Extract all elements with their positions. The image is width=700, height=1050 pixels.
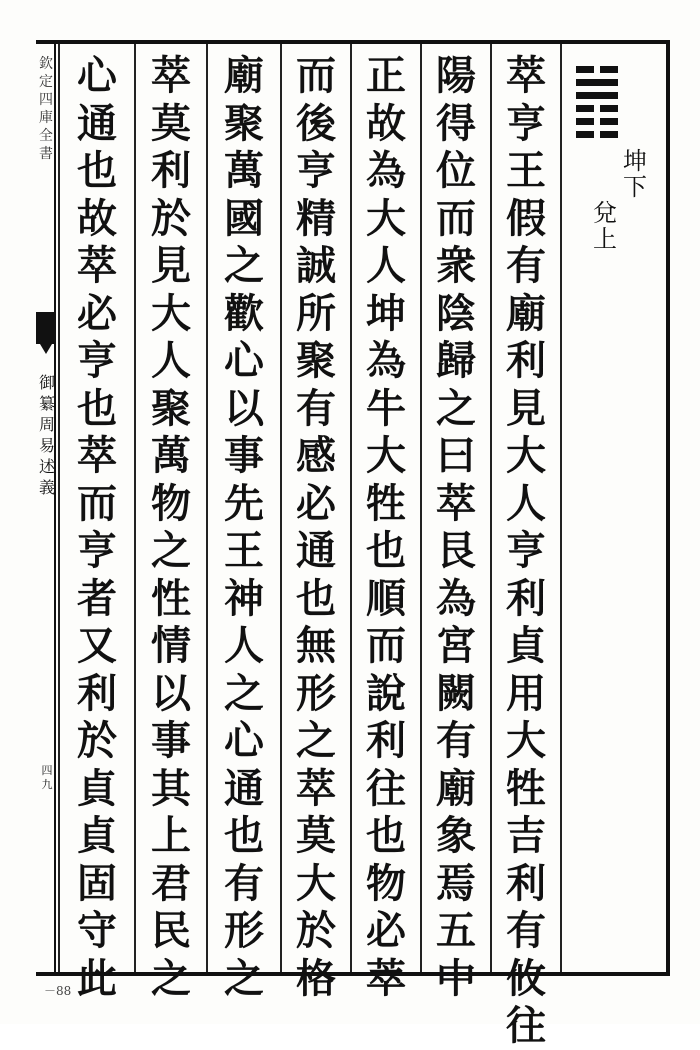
- column-char: 闕: [436, 669, 476, 717]
- column-char: 形: [224, 907, 264, 954]
- column-char: 坤: [366, 289, 406, 337]
- column-char: 曰: [436, 432, 476, 479]
- column-char: 誠: [296, 242, 336, 289]
- column-char: 必: [366, 907, 406, 954]
- column-char: 又: [77, 622, 117, 669]
- column-char: 焉: [436, 859, 476, 907]
- column-char: 之: [224, 242, 264, 289]
- column-char: 大: [366, 194, 406, 242]
- column-char: 事: [151, 717, 191, 764]
- column-char: 國: [224, 194, 264, 242]
- column-char: 之: [151, 527, 191, 574]
- column-char: 歸: [436, 337, 476, 384]
- column-char: 為: [366, 147, 406, 194]
- column-char: 萃: [366, 954, 406, 1002]
- column-char: 大: [506, 432, 546, 479]
- column-char: 大: [296, 859, 336, 907]
- column-char: 為: [366, 337, 406, 384]
- column-char: 也: [224, 812, 264, 859]
- margin-char: 欽: [39, 56, 53, 72]
- column-char: 無: [296, 622, 336, 669]
- margin-page-number: [36, 764, 58, 792]
- margin-char: 易: [38, 436, 55, 455]
- column-char: 通: [77, 99, 117, 147]
- margin-char: 全: [39, 128, 53, 144]
- column-char: 也: [296, 574, 336, 622]
- column-char: 者: [77, 574, 117, 622]
- column-char: 假: [506, 194, 546, 242]
- column-char: 性: [151, 574, 191, 622]
- column-char: 牲: [506, 764, 546, 812]
- column-text: [352, 52, 420, 1002]
- column-char: 有: [224, 859, 264, 907]
- trigram-char: 上: [593, 225, 617, 253]
- column-char: 歡: [224, 289, 264, 337]
- column-char: 民: [151, 907, 191, 954]
- column-char: 之: [296, 717, 336, 764]
- column-char: 五: [436, 907, 476, 954]
- column-char: 萬: [151, 432, 191, 479]
- column-char: 攸: [506, 954, 546, 1002]
- column-text: [492, 52, 560, 1050]
- column-char: 其: [151, 764, 191, 812]
- column-char: 而: [436, 194, 476, 242]
- column-char: 精: [296, 194, 336, 242]
- column-char: 以: [151, 669, 191, 717]
- column-char: 說: [366, 669, 406, 717]
- column-char: 莫: [151, 99, 191, 147]
- column-char: 見: [151, 242, 191, 289]
- column-char: 亨: [506, 527, 546, 574]
- column-char: 大: [151, 289, 191, 337]
- column-char: 陽: [436, 52, 476, 99]
- column-char: 形: [296, 669, 336, 717]
- column-char: 也: [366, 527, 406, 574]
- column-char: 牲: [366, 479, 406, 527]
- margin-char: 書: [39, 146, 53, 162]
- column-char: 萬: [224, 147, 264, 194]
- column-char: 人: [224, 622, 264, 669]
- column-char: 萃: [77, 432, 117, 479]
- column-char: 廟: [506, 289, 546, 337]
- hexagram-line: [576, 92, 618, 99]
- column-char: 故: [366, 99, 406, 147]
- column-char: 貞: [77, 764, 117, 812]
- column-char: 而: [366, 622, 406, 669]
- column-char: 萃: [506, 52, 546, 99]
- column-char: 用: [506, 669, 546, 717]
- column-char: 廟: [436, 764, 476, 812]
- margin-char: 纂: [38, 394, 55, 413]
- column-char: 象: [436, 812, 476, 859]
- column-char: 後: [296, 99, 336, 147]
- column-char: 利: [506, 859, 546, 907]
- column-char: 事: [224, 432, 264, 479]
- column-char: 有: [436, 717, 476, 764]
- column-char: 之: [224, 669, 264, 717]
- column-char: 吉: [506, 812, 546, 859]
- column-char: 心: [77, 52, 117, 99]
- column-char: 必: [77, 289, 117, 337]
- column-char: 王: [506, 147, 546, 194]
- column-text: [208, 52, 280, 1002]
- column-char: 於: [77, 717, 117, 764]
- column-char: 亨: [77, 527, 117, 574]
- hexagram-line: [576, 118, 618, 125]
- column-char: 王: [224, 527, 264, 574]
- column-char: 宮: [436, 622, 476, 669]
- column-char: 通: [224, 764, 264, 812]
- column-char: 貞: [506, 622, 546, 669]
- column-char: 大: [506, 717, 546, 764]
- column-text: [422, 52, 490, 1002]
- hexagram-line: [576, 66, 618, 73]
- trigram-char: 坤: [623, 147, 647, 175]
- column-char: 貞: [77, 812, 117, 859]
- column-char: 有: [506, 907, 546, 954]
- column-char: 大: [366, 432, 406, 479]
- column-text: [60, 52, 134, 1002]
- column-char: 往: [506, 1002, 546, 1049]
- column-char: 中: [436, 954, 476, 1002]
- trigram-char: 下: [623, 173, 647, 201]
- column-char: 守: [77, 907, 117, 954]
- column-char: 萃: [436, 479, 476, 527]
- column-char: 利: [506, 574, 546, 622]
- column-char: 故: [77, 194, 117, 242]
- column-char: 固: [77, 859, 117, 907]
- column-char: 而: [77, 479, 117, 527]
- column-char: 得: [436, 99, 476, 147]
- column-char: 通: [296, 527, 336, 574]
- column-char: 之: [224, 954, 264, 1002]
- column-char: 亨: [77, 337, 117, 384]
- text-column-6: [134, 44, 206, 1002]
- column-char: 往: [366, 764, 406, 812]
- column-char: 牛: [366, 384, 406, 432]
- hexagram-cui-icon: [576, 66, 618, 144]
- margin-char: 九: [41, 778, 53, 791]
- column-char: 利: [366, 717, 406, 764]
- fishtail-mark: [36, 312, 56, 344]
- column-char: 必: [296, 479, 336, 527]
- hexagram-header: [560, 44, 666, 972]
- column-char: 此: [77, 954, 117, 1002]
- column-char: 莫: [296, 812, 336, 859]
- column-char: 君: [151, 859, 191, 907]
- column-char: 也: [77, 147, 117, 194]
- trigram-char: 兌: [593, 199, 617, 227]
- lower-trigram-label: [622, 148, 648, 200]
- margin-char: 述: [38, 457, 55, 476]
- margin-char: 四: [41, 764, 53, 777]
- hexagram-line: [576, 105, 618, 112]
- column-char: 情: [151, 622, 191, 669]
- hexagram-line: [576, 79, 618, 86]
- column-char: 萃: [296, 764, 336, 812]
- column-char: 感: [296, 432, 336, 479]
- column-char: 也: [366, 812, 406, 859]
- column-char: 利: [77, 669, 117, 717]
- column-char: 萃: [151, 52, 191, 99]
- column-char: 聚: [151, 384, 191, 432]
- column-char: 廟: [224, 52, 264, 99]
- column-text: [282, 52, 350, 1002]
- column-char: 先: [224, 479, 264, 527]
- column-char: 也: [77, 384, 117, 432]
- column-char: 人: [506, 479, 546, 527]
- column-char: 正: [366, 52, 406, 99]
- bottom-mark: －88: [44, 984, 72, 998]
- column-char: 利: [506, 337, 546, 384]
- column-char: 見: [506, 384, 546, 432]
- column-char: 聚: [296, 337, 336, 384]
- column-char: 萃: [77, 242, 117, 289]
- hexagram-line: [576, 131, 618, 138]
- column-char: 格: [296, 954, 336, 1002]
- margin-char: 御: [38, 373, 55, 392]
- text-column-4: [280, 44, 350, 1002]
- margin-collection-title: [36, 55, 56, 163]
- margin-char: 定: [39, 74, 53, 90]
- margin-char: 庫: [39, 110, 53, 126]
- column-char: 上: [151, 812, 191, 859]
- column-char: 為: [436, 574, 476, 622]
- column-char: 以: [224, 384, 264, 432]
- text-column-3: [350, 44, 420, 1002]
- column-char: 衆: [436, 242, 476, 289]
- column-char: 之: [151, 954, 191, 1002]
- text-column-1: [490, 44, 560, 1049]
- column-char: 所: [296, 289, 336, 337]
- column-char: 神: [224, 574, 264, 622]
- margin-book-title: [36, 372, 58, 498]
- column-char: 聚: [224, 99, 264, 147]
- column-text: [136, 52, 206, 1002]
- text-column-5: [206, 44, 280, 1002]
- column-char: 亨: [506, 99, 546, 147]
- column-char: 於: [151, 194, 191, 242]
- column-char: 於: [296, 907, 336, 954]
- margin-char: 周: [38, 415, 55, 434]
- column-char: 人: [151, 337, 191, 384]
- column-char: 物: [151, 479, 191, 527]
- column-char: 艮: [436, 527, 476, 574]
- column-char: 有: [506, 242, 546, 289]
- column-char: 心: [224, 337, 264, 384]
- column-char: 而: [296, 52, 336, 99]
- margin-char: 四: [39, 92, 53, 108]
- column-char: 有: [296, 384, 336, 432]
- column-char: 之: [436, 384, 476, 432]
- column-char: 利: [151, 147, 191, 194]
- margin-strip: [36, 40, 56, 976]
- column-char: 亨: [296, 147, 336, 194]
- column-char: 順: [366, 574, 406, 622]
- column-char: 心: [224, 717, 264, 764]
- text-column-2: [420, 44, 490, 1002]
- column-char: 位: [436, 147, 476, 194]
- column-char: 物: [366, 859, 406, 907]
- upper-trigram-label: [592, 200, 618, 252]
- margin-char: 義: [38, 478, 55, 497]
- column-char: 陰: [436, 289, 476, 337]
- column-char: 人: [366, 242, 406, 289]
